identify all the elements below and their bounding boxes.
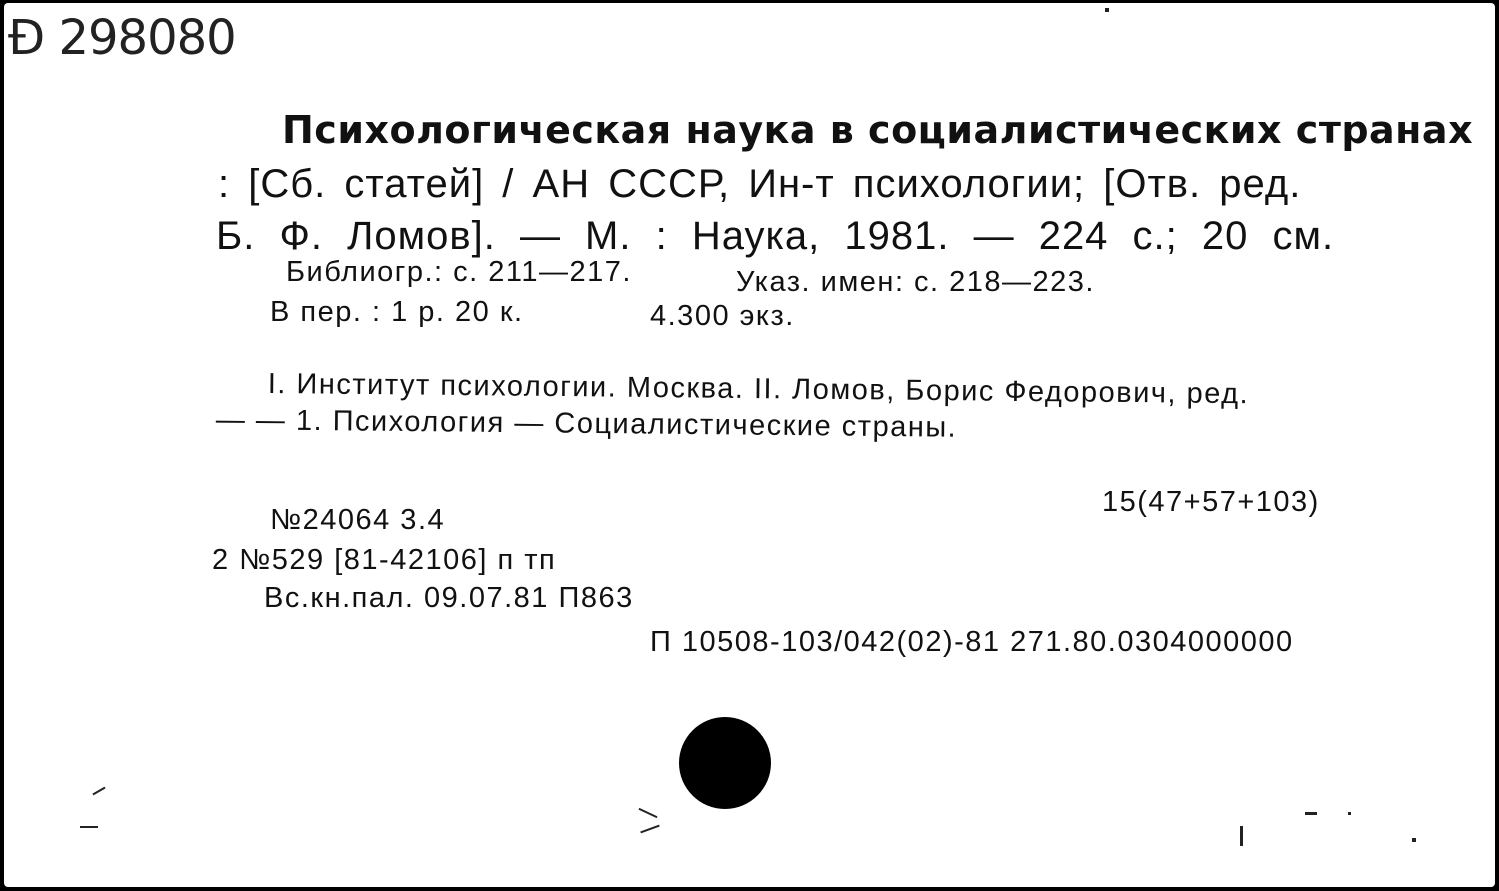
subject-entries-line-2: — — 1. Психология — Социалистические страны. [215,404,958,444]
classification-code: 15(47+57+103) [1102,486,1320,518]
ink-speck [1412,838,1416,842]
ink-speck [1348,812,1351,815]
ink-speck [1305,812,1317,815]
ink-speck [80,826,98,828]
ink-speck [1105,8,1109,12]
print-run: 4.300 экз. [650,300,795,332]
punch-hole [679,717,771,809]
chamber-registration: Вс.кн.пал. 09.07.81 П863 [264,582,634,614]
publisher-code: П 10508-103/042(02)-81 271.80.0304000000 [650,626,1294,658]
price-note: В пер. : 1 р. 20 к. [270,296,524,328]
index-note: Указ. имен: с. 218—223. [736,266,1095,298]
bibliography-note: Библиогр.: с. 211—217. [286,256,632,288]
publication-line-2: Б. Ф. Ломов]. — М. : Наука, 1981. — 224 с.; 20 см. [216,214,1335,258]
ink-speck [1240,826,1243,846]
card-number-2: 2 №529 [81-42106] п тп [212,544,557,576]
book-title: Психологическая наука в социалистических странах [282,108,1474,152]
handwritten-accession-number: Ð 298080 [8,10,236,66]
card-number-1: №24064 3.4 [270,504,446,536]
subject-entries-line-1: I. Институт психологии. Москва. II. Ломов, Борис Федорович, ред. [267,368,1250,411]
publication-line-1: : [Сб. статей] / АН СССР, Ин-т психологии; [Отв. ред. [218,162,1302,206]
